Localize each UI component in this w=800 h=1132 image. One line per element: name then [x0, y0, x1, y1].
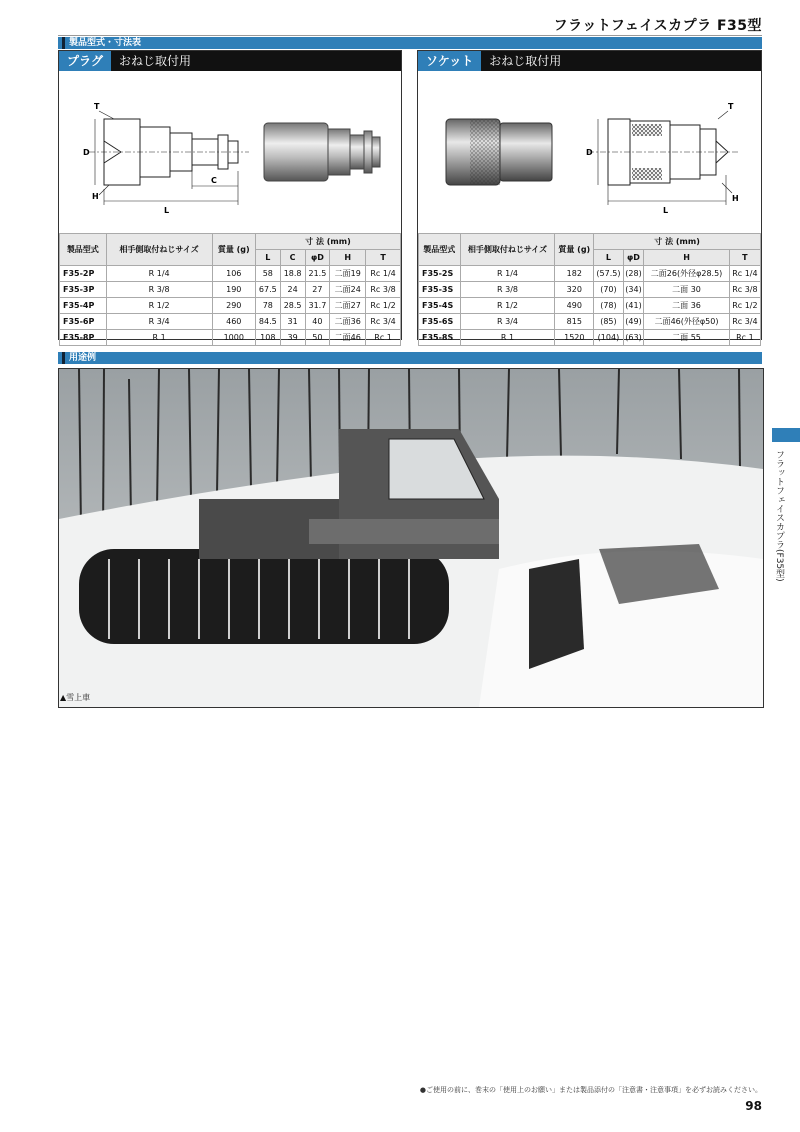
dim-label-C: C	[211, 176, 217, 185]
table-row	[60, 282, 401, 298]
socket-header	[418, 51, 761, 71]
cell-T: Rc 1/2	[366, 298, 401, 314]
cell-L: 108	[255, 330, 280, 346]
cell-D: 40	[305, 314, 330, 330]
plug-subtitle: おねじ取付用	[119, 54, 192, 68]
socket-col-thread: 相手側取付ねじサイズ	[460, 234, 555, 266]
socket-drawing-area	[418, 71, 761, 231]
cell-thread: R 1/4	[106, 266, 212, 282]
cell-model: F35-2P	[60, 266, 107, 282]
socket-col-D: φD	[623, 250, 644, 266]
cell-L: 67.5	[255, 282, 280, 298]
section-bar-specs	[58, 37, 762, 49]
cell-thread: R 1/2	[460, 298, 555, 314]
title-rule	[58, 35, 762, 36]
col-C: C	[280, 250, 305, 266]
snowcat-illustration	[59, 369, 763, 707]
table-row	[60, 330, 401, 346]
cell-mass: 490	[555, 298, 594, 314]
cell-mass: 182	[555, 266, 594, 282]
cell-model: F35-6S	[419, 314, 461, 330]
cell-H: 二面 30	[644, 282, 730, 298]
cell-mass: 190	[212, 282, 255, 298]
socket-col-model: 製品型式	[419, 234, 461, 266]
cell-T: Rc 1	[729, 330, 760, 346]
cell-D: (41)	[623, 298, 644, 314]
cell-T: Rc 1/4	[729, 266, 760, 282]
col-model: 製品型式	[60, 234, 107, 266]
col-L: L	[255, 250, 280, 266]
cell-H: 二面46	[330, 330, 366, 346]
socket-dim-label-L: L	[663, 206, 669, 215]
dim-label-D: D	[83, 148, 90, 157]
cell-thread: R 1/4	[460, 266, 555, 282]
cell-D: 50	[305, 330, 330, 346]
cell-C: 31	[280, 314, 305, 330]
cell-H: 二面 36	[644, 298, 730, 314]
cell-C: 24	[280, 282, 305, 298]
cell-D: 31.7	[305, 298, 330, 314]
socket-subtitle: おねじ取付用	[489, 54, 562, 68]
cell-H: 二面26(外径φ28.5)	[644, 266, 730, 282]
plug-drawing-area	[59, 71, 401, 231]
cell-T: Rc 3/8	[366, 282, 401, 298]
cell-thread: R 3/8	[460, 282, 555, 298]
table-row	[419, 298, 761, 314]
cell-L: (85)	[594, 314, 624, 330]
plug-dimension-drawing	[59, 71, 403, 231]
plug-tag: プラグ	[59, 51, 111, 71]
col-thread: 相手側取付ねじサイズ	[106, 234, 212, 266]
cell-thread: R 1	[106, 330, 212, 346]
cell-L: (57.5)	[594, 266, 624, 282]
col-D: φD	[305, 250, 330, 266]
socket-col-L: L	[594, 250, 624, 266]
cell-C: 28.5	[280, 298, 305, 314]
cell-L: 58	[255, 266, 280, 282]
socket-spec-table	[418, 233, 761, 346]
plug-product-photo	[264, 123, 380, 181]
cell-T: Rc 3/4	[729, 314, 760, 330]
table-row	[419, 282, 761, 298]
dim-label-H: H	[92, 192, 99, 201]
cell-thread: R 1	[460, 330, 555, 346]
cell-model: F35-8P	[60, 330, 107, 346]
socket-col-T: T	[729, 250, 760, 266]
cell-model: F35-2S	[419, 266, 461, 282]
cell-model: F35-4S	[419, 298, 461, 314]
cell-H: 二面24	[330, 282, 366, 298]
cell-T: Rc 1/2	[729, 298, 760, 314]
cell-mass: 815	[555, 314, 594, 330]
cell-D: (34)	[623, 282, 644, 298]
table-row	[419, 266, 761, 282]
page-number: 98	[745, 1099, 762, 1113]
col-dims: 寸 法 (mm)	[255, 234, 400, 250]
socket-dimension-drawing	[418, 71, 763, 231]
plug-spec-table	[59, 233, 401, 346]
cell-mass: 320	[555, 282, 594, 298]
snowcat-photo	[58, 368, 764, 708]
table-row	[419, 314, 761, 330]
cell-model: F35-3S	[419, 282, 461, 298]
socket-col-dims: 寸 法 (mm)	[594, 234, 761, 250]
dim-label-T: T	[94, 102, 100, 111]
side-index-tab	[772, 428, 800, 442]
cell-L: 78	[255, 298, 280, 314]
cell-H: 二面36	[330, 314, 366, 330]
cell-thread: R 3/4	[106, 314, 212, 330]
table-row	[60, 314, 401, 330]
socket-dim-label-T: T	[728, 102, 734, 111]
cell-thread: R 3/4	[460, 314, 555, 330]
socket-col-H: H	[644, 250, 730, 266]
cell-L: 84.5	[255, 314, 280, 330]
cell-mass: 1000	[212, 330, 255, 346]
table-row	[60, 266, 401, 282]
cell-D: (49)	[623, 314, 644, 330]
cell-mass: 290	[212, 298, 255, 314]
socket-dim-label-D: D	[586, 148, 593, 157]
cell-T: Rc 1/4	[366, 266, 401, 282]
cell-C: 18.8	[280, 266, 305, 282]
section-label-usage: 用途例	[62, 352, 96, 364]
socket-product-photo	[446, 119, 552, 185]
cell-D: 27	[305, 282, 330, 298]
footer-note: ●ご使用の前に、巻末の「使用上のお願い」または製品添付の「注意書・注意事項」を必ずお読みください。	[419, 1086, 762, 1094]
cell-L: (70)	[594, 282, 624, 298]
table-row	[419, 330, 761, 346]
cell-T: Rc 3/8	[729, 282, 760, 298]
cell-H: 二面27	[330, 298, 366, 314]
plug-panel	[58, 50, 402, 340]
cell-mass: 460	[212, 314, 255, 330]
cell-L: (78)	[594, 298, 624, 314]
socket-panel	[417, 50, 762, 340]
socket-tag: ソケット	[418, 51, 481, 71]
cell-model: F35-3P	[60, 282, 107, 298]
cell-D: (63)	[623, 330, 644, 346]
cell-thread: R 1/2	[106, 298, 212, 314]
cell-H: 二面 55	[644, 330, 730, 346]
photo-caption: ▲雪上車	[60, 693, 91, 702]
col-H: H	[330, 250, 366, 266]
socket-col-mass: 質量 (g)	[555, 234, 594, 266]
cell-mass: 106	[212, 266, 255, 282]
cell-H: 二面19	[330, 266, 366, 282]
cell-T: Rc 1	[366, 330, 401, 346]
col-T: T	[366, 250, 401, 266]
cell-mass: 1520	[555, 330, 594, 346]
cell-L: (104)	[594, 330, 624, 346]
cell-T: Rc 3/4	[366, 314, 401, 330]
cell-model: F35-4P	[60, 298, 107, 314]
dim-label-L: L	[164, 206, 170, 215]
section-label-specs: 製品型式・寸法表	[62, 37, 141, 49]
section-bar-usage	[58, 352, 762, 364]
col-mass: 質量 (g)	[212, 234, 255, 266]
side-index-text: フラットフェイスカプラ(F35型)	[774, 450, 784, 582]
cell-model: F35-6P	[60, 314, 107, 330]
page-title: フラットフェイスカプラ F35型	[553, 18, 762, 34]
cell-C: 39	[280, 330, 305, 346]
cell-thread: R 3/8	[106, 282, 212, 298]
plug-header	[59, 51, 401, 71]
cell-D: 21.5	[305, 266, 330, 282]
socket-dim-label-H: H	[732, 194, 739, 203]
cell-model: F35-8S	[419, 330, 461, 346]
cell-H: 二面46(外径φ50)	[644, 314, 730, 330]
cell-D: (28)	[623, 266, 644, 282]
table-row	[60, 298, 401, 314]
